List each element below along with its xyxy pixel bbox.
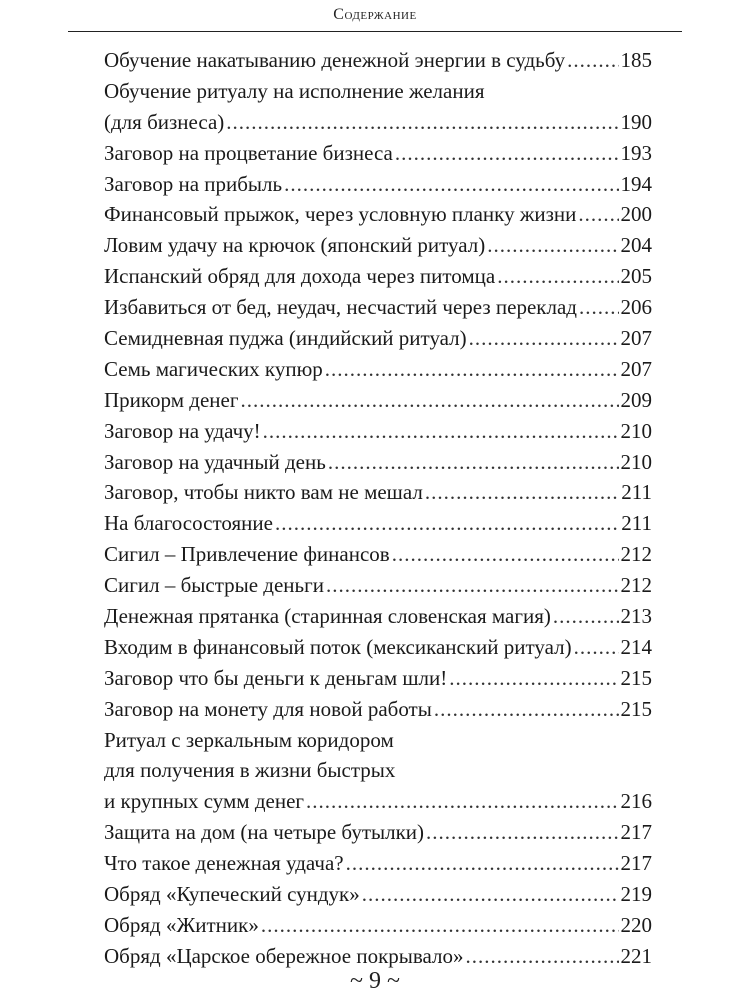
toc-leader-dots — [497, 261, 618, 292]
toc-leader-dots — [578, 199, 618, 230]
toc-leader-dots — [469, 323, 619, 354]
toc-entry-page: 190 — [620, 109, 652, 134]
toc-entry-page: 217 — [620, 820, 652, 845]
toc-entry — [104, 848, 652, 879]
toc-entry-page: 220 — [620, 912, 652, 937]
toc-entry — [104, 508, 652, 539]
toc-leader-dots — [325, 354, 619, 385]
running-head: Содержание — [333, 6, 417, 23]
toc-entry-page: 207 — [620, 326, 652, 351]
toc-entry-title: Сигил – Привлечение финансов — [104, 542, 390, 567]
toc-entry-title: Что такое денежная удача? — [104, 851, 344, 876]
toc-entry-title: Заговор на монету для новой работы — [104, 696, 432, 721]
toc-entry-title: Испанский обряд для дохода через питомца — [104, 264, 496, 289]
toc-entry-page: 206 — [620, 295, 652, 320]
toc-entry — [104, 199, 652, 230]
toc-entry-title: Сигил – быстрые деньги — [104, 573, 324, 598]
toc-entry-title: Семь магических купюр — [104, 356, 323, 381]
toc-entry-title: Заговор на прибыль — [104, 171, 283, 196]
toc-entry — [104, 663, 652, 694]
toc-entry — [104, 138, 652, 169]
toc-entry-title: Обряд «Житник» — [104, 912, 259, 937]
toc-leader-dots — [226, 107, 618, 138]
toc-entry-page: 214 — [620, 634, 652, 659]
toc-entry — [104, 601, 652, 632]
toc-leader-dots — [306, 786, 618, 817]
toc-entry — [104, 354, 652, 385]
toc-leader-dots — [261, 910, 619, 941]
toc-entry-title: Заговор что бы деньги к деньгам шли! — [104, 665, 448, 690]
toc-leader-dots — [434, 694, 619, 725]
toc-entry-page: 217 — [620, 851, 652, 876]
toc-entry-page: 212 — [620, 573, 652, 598]
toc-entry — [104, 230, 652, 261]
toc-leader-dots — [487, 230, 618, 261]
toc-entry-title: На благосостояние — [104, 511, 273, 536]
toc-entry-page: 207 — [620, 356, 652, 381]
toc-entry-title: Избавиться от бед, неудач, несчастий через переклад — [104, 295, 577, 320]
toc-entry-page: 215 — [620, 696, 652, 721]
toc-entry-page: 216 — [620, 789, 652, 814]
toc-entry-page: 200 — [620, 202, 652, 227]
toc-entry-page: 212 — [620, 542, 652, 567]
toc-leader-dots — [346, 848, 619, 879]
toc-entry-title: Заговор, чтобы никто вам не мешал — [104, 480, 423, 505]
toc-entry-title: Обряд «Царское обережное покрывало» — [104, 943, 464, 968]
toc-entry — [104, 107, 652, 138]
toc-entry — [104, 910, 652, 941]
toc-leader-dots — [579, 292, 619, 323]
toc-entry-page: 204 — [620, 233, 652, 258]
toc-entry-title: Семидневная пуджа (индийский ритуал) — [104, 326, 467, 351]
toc-entry-page: 213 — [620, 604, 652, 629]
toc-entry-page: 209 — [620, 387, 652, 412]
toc-entry-title: Ловим удачу на крючок (японский ритуал) — [104, 233, 486, 258]
toc-leader-dots — [553, 601, 619, 632]
toc-leader-dots — [426, 817, 618, 848]
table-of-contents — [104, 45, 652, 972]
toc-entry — [104, 570, 652, 601]
toc-entry-page: 219 — [620, 882, 652, 907]
toc-leader-dots — [328, 447, 619, 478]
toc-entry — [104, 292, 652, 323]
toc-entry-title: Входим в финансовый поток (мексиканский ритуал) — [104, 634, 572, 659]
toc-leader-dots — [263, 416, 619, 447]
toc-entry — [104, 447, 652, 478]
toc-leader-dots — [240, 385, 618, 416]
toc-leader-dots — [425, 477, 619, 508]
toc-entry-title: Заговор на процветание бизнеса — [104, 140, 393, 165]
toc-leader-dots — [284, 169, 618, 200]
toc-leader-dots — [275, 508, 619, 539]
toc-entry-title: Финансовый прыжок, через условную планку жизни — [104, 202, 577, 227]
toc-entry-title: Заговор на удачу! — [104, 418, 261, 443]
toc-entry-page: 210 — [620, 418, 652, 443]
toc-entry-page: 211 — [621, 480, 652, 505]
toc-entry — [104, 477, 652, 508]
toc-entry-page: 193 — [620, 140, 652, 165]
toc-entry — [104, 45, 652, 76]
toc-entry — [104, 539, 652, 570]
toc-entry — [104, 755, 652, 786]
toc-leader-dots — [392, 539, 619, 570]
header-rule — [68, 31, 682, 32]
toc-entry-title: Обряд «Купеческий сундук» — [104, 882, 360, 907]
toc-leader-dots — [395, 138, 619, 169]
toc-entry — [104, 632, 652, 663]
toc-entry-title: для получения в жизни быстрых — [104, 758, 396, 783]
toc-leader-dots — [567, 45, 618, 76]
toc-entry-title: (для бизнеса) — [104, 109, 225, 134]
toc-entry-title: Денежная прятанка (старинная словенская магия) — [104, 604, 551, 629]
toc-entry-title: Заговор на удачный день — [104, 449, 326, 474]
toc-entry-title: Ритуал с зеркальным коридором — [104, 727, 394, 752]
toc-entry-title: Обучение накатыванию денежной энергии в судьбу — [104, 48, 566, 72]
toc-leader-dots — [449, 663, 618, 694]
toc-entry — [104, 385, 652, 416]
toc-entry-title: Защита на дом (на четыре бутылки) — [104, 820, 425, 845]
toc-entry-title: Прикорм денег — [104, 387, 239, 412]
toc-entry — [104, 786, 652, 817]
toc-entry — [104, 817, 652, 848]
toc-leader-dots — [326, 570, 619, 601]
page-number: ~ 9 ~ — [350, 968, 400, 994]
toc-entry-page: 211 — [621, 511, 652, 536]
toc-entry-page: 215 — [620, 665, 652, 690]
toc-entry — [104, 725, 652, 756]
toc-leader-dots — [574, 632, 619, 663]
toc-entry-page: 205 — [620, 264, 652, 289]
toc-entry-title: Обучение ритуалу на исполнение желания — [104, 78, 485, 103]
toc-leader-dots — [362, 879, 619, 910]
toc-entry-page: 194 — [620, 171, 652, 196]
toc-entry — [104, 694, 652, 725]
toc-entry — [104, 879, 652, 910]
toc-entry — [104, 261, 652, 292]
toc-entry-page: 221 — [620, 943, 652, 968]
toc-entry-page: 210 — [620, 449, 652, 474]
toc-entry-title: и крупных сумм денег — [104, 789, 305, 814]
toc-entry — [104, 76, 652, 107]
toc-entry — [104, 169, 652, 200]
toc-entry — [104, 323, 652, 354]
toc-entry-page: 185 — [620, 48, 652, 72]
toc-entry — [104, 416, 652, 447]
